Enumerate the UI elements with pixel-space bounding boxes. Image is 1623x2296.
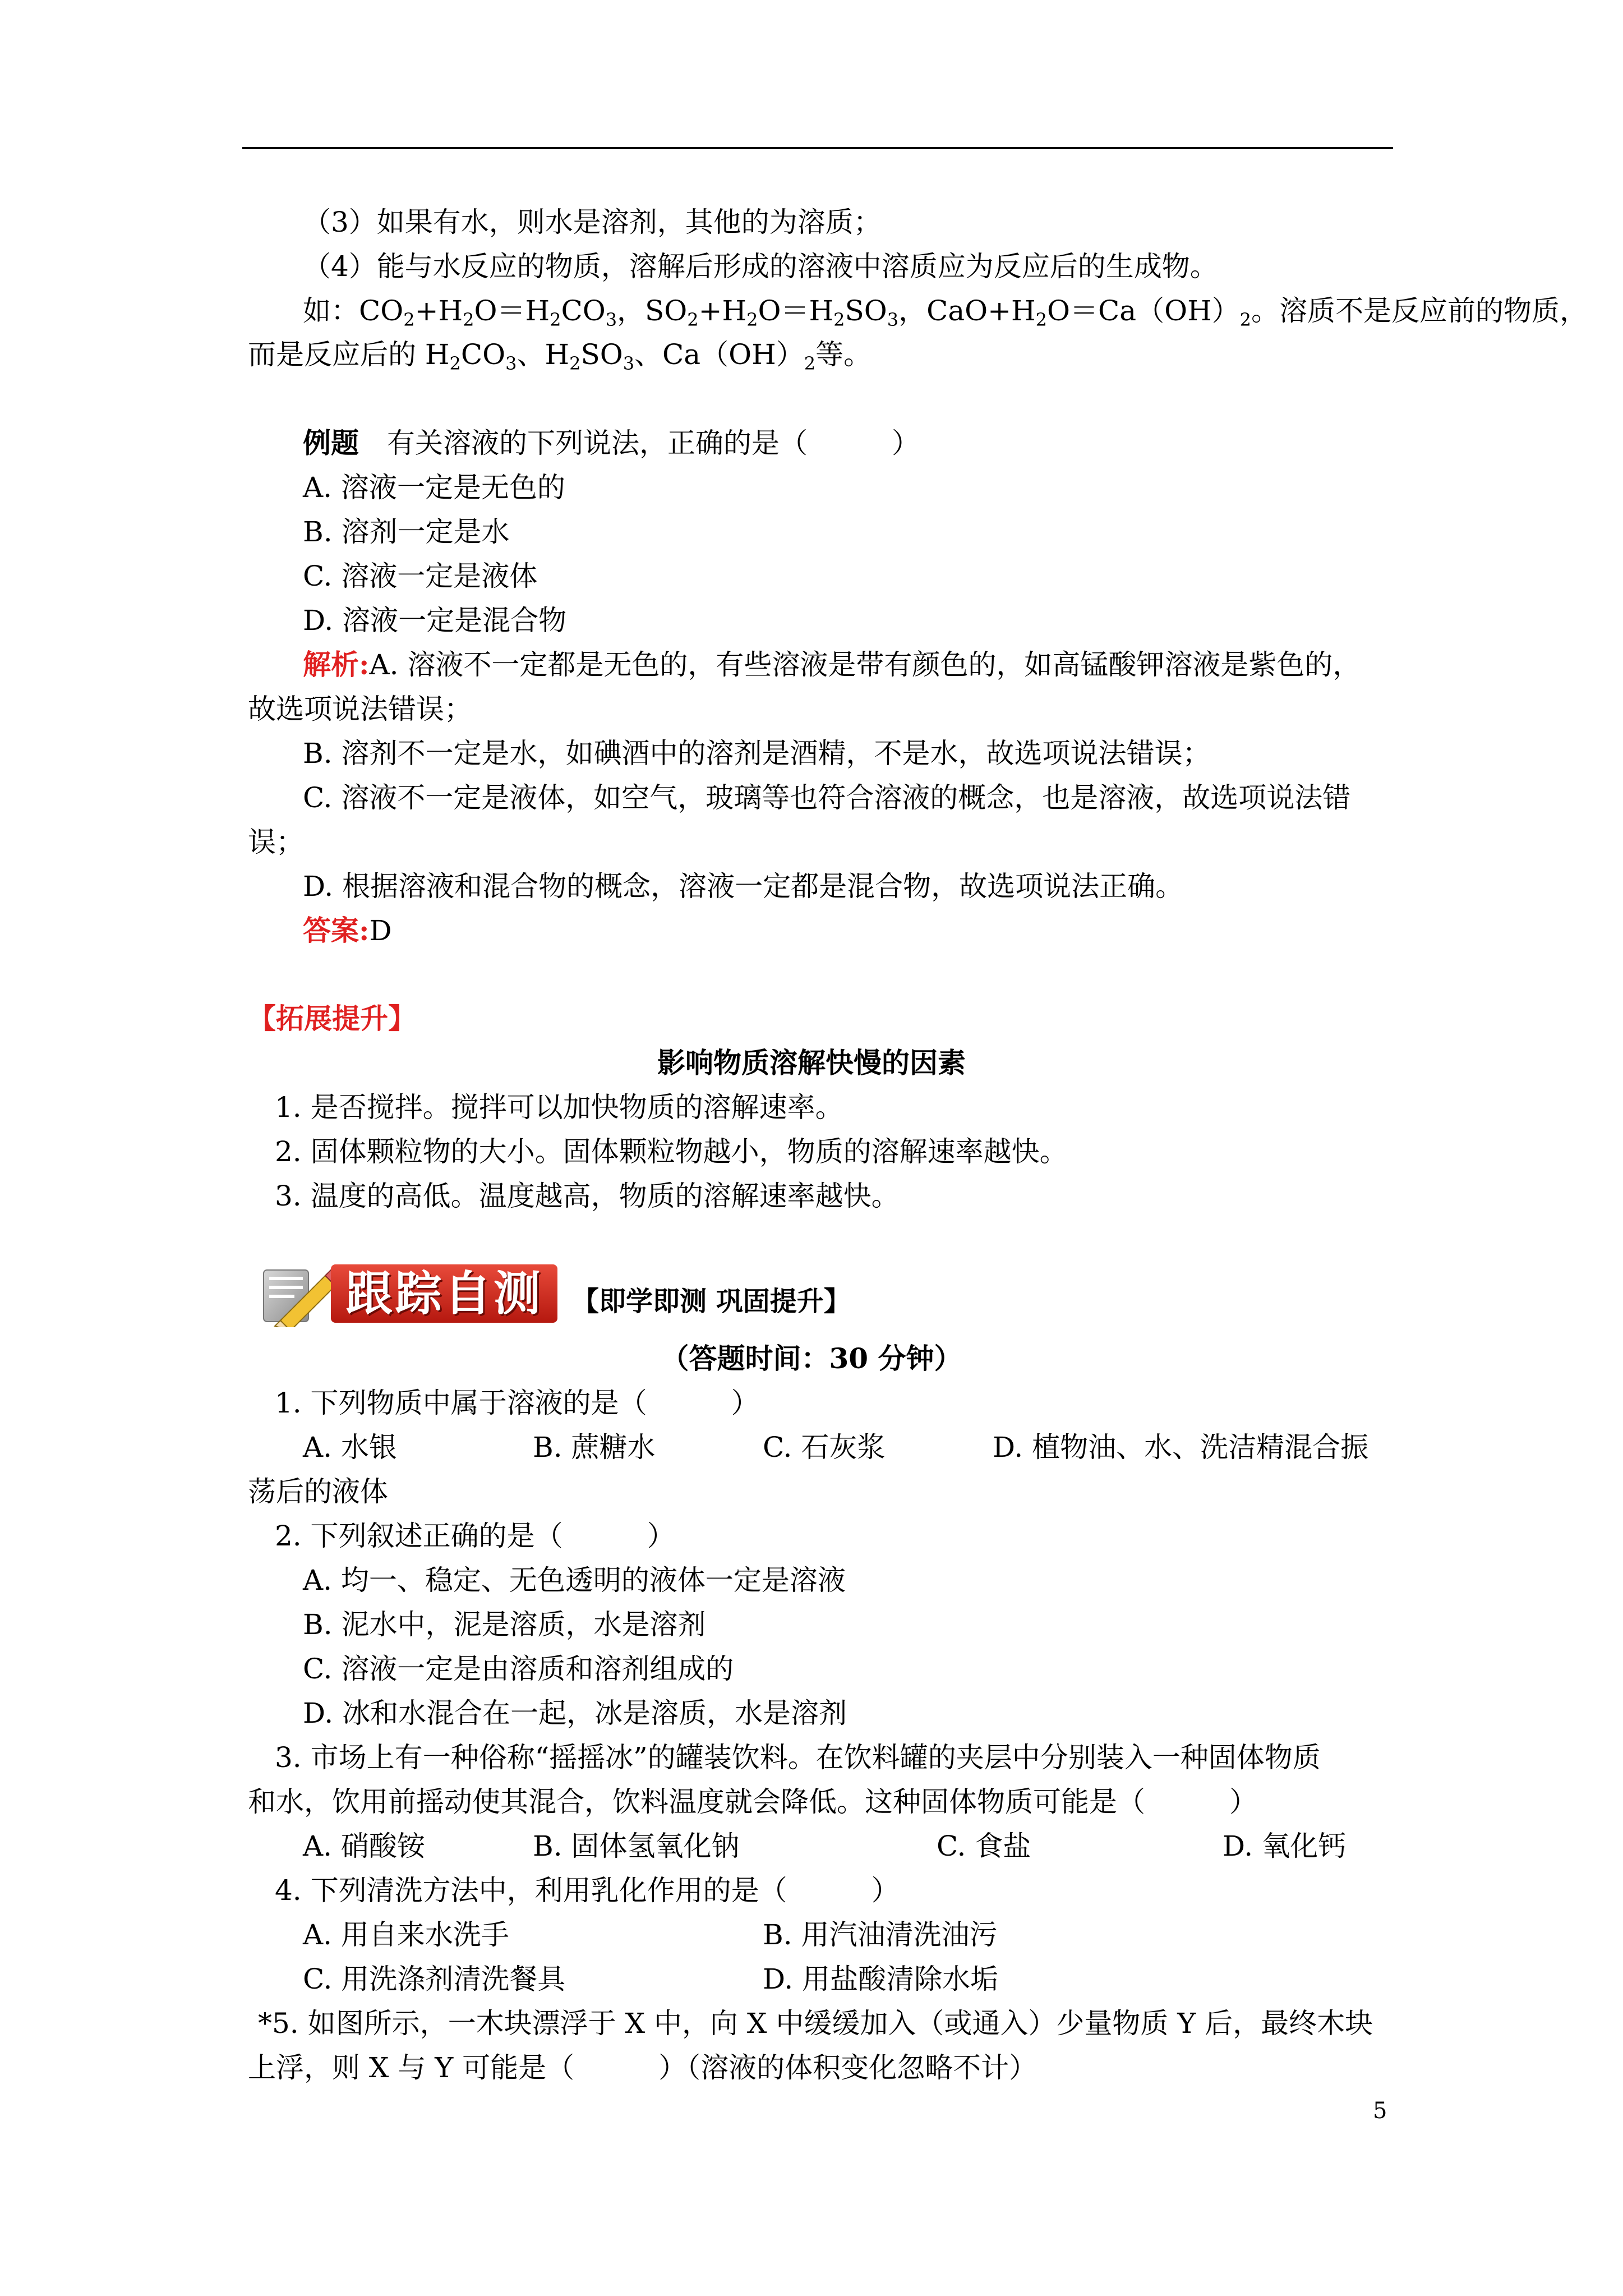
answer-line: 答案:D — [303, 914, 392, 947]
quiz-q1: 1. 下列物质中属于溶液的是（ ） — [275, 1387, 759, 1419]
analysis-line-2: 故选项说法错误； — [248, 693, 472, 725]
header-rule — [242, 147, 1393, 149]
q2-option-b: B. 泥水中，泥是溶质，水是溶剂 — [303, 1608, 706, 1641]
example-option-b: B. 溶剂一定是水 — [303, 516, 510, 548]
q4-option-a: A. 用自来水洗手 — [303, 1918, 509, 1951]
extension-item-1: 1. 是否搅拌。搅拌可以加快物质的溶解速率。 — [275, 1091, 843, 1124]
q4-option-c: C. 用洗涤剂清洗餐具 — [303, 1963, 566, 1995]
rule-3: （3）如果有水，则水是溶剂，其他的为溶质； — [303, 206, 882, 238]
analysis-line-6: D. 根据溶液和混合物的概念，溶液一定都是混合物，故选项说法正确。 — [303, 870, 1184, 903]
self-test-banner — [258, 1260, 875, 1327]
analysis-line-3: B. 溶剂不一定是水，如碘酒中的溶剂是酒精，不是水，故选项说法错误； — [303, 737, 1211, 770]
q1-option-c: C. 石灰浆 — [763, 1431, 886, 1464]
q3-option-c: C. 食盐 — [937, 1830, 1031, 1862]
banner-title: 跟踪自测 — [331, 1264, 557, 1323]
page-number: 5 — [1373, 2098, 1387, 2124]
banner-subtitle: 【即学即测 巩固提升】 — [572, 1286, 851, 1317]
q1-option-b: B. 蔗糖水 — [533, 1431, 656, 1464]
q4-option-d: D. 用盐酸清除水垢 — [763, 1963, 999, 1995]
extension-title: 影响物质溶解快慢的因素 — [657, 1046, 966, 1079]
analysis-line-4: C. 溶液不一定是液体，如空气，玻璃等也符合溶液的概念，也是溶液，故选项说法错 — [303, 781, 1351, 814]
q3-option-b: B. 固体氢氧化钠 — [533, 1830, 740, 1862]
example-option-c: C. 溶液一定是液体 — [303, 560, 538, 592]
analysis-line-1: 解析:A. 溶液不一定都是无色的，有些溶液是带有颜色的，如高锰酸钾溶液是紫色的， — [303, 648, 1361, 681]
q2-option-a: A. 均一、稳定、无色透明的液体一定是溶液 — [303, 1564, 846, 1596]
analysis-line-5: 误； — [248, 826, 304, 858]
q3-option-d: D. 氧化钙 — [1223, 1830, 1347, 1862]
q1-option-d-cont: 荡后的液体 — [248, 1475, 388, 1508]
extension-heading: 【拓展提升】 — [248, 1002, 416, 1035]
quiz-q3-line-2: 和水，饮用前摇动使其混合，饮料温度就会降低。这种固体物质可能是（ ） — [248, 1786, 1257, 1818]
q4-option-b: B. 用汽油清洗油污 — [763, 1918, 998, 1951]
q3-option-a: A. 硝酸铵 — [303, 1830, 425, 1862]
q1-option-a: A. 水银 — [303, 1431, 397, 1464]
quiz-q3-line-1: 3. 市场上有一种俗称“摇摇冰”的罐装饮料。在饮料罐的夹层中分别装入一种固体物质 — [275, 1741, 1321, 1774]
extension-item-3: 3. 温度的高低。温度越高，物质的溶解速率越快。 — [275, 1180, 900, 1212]
quiz-q5-line-1: *5. 如图所示，一木块漂浮于 X 中，向 X 中缓缓加入（或通入）少量物质 Y 后，最终木块 — [258, 2007, 1373, 2040]
reaction-products-line: 而是反应后的 $H_2CO_3$、$H_2SO_3$、$Ca(OH)_2$等。 — [248, 338, 872, 374]
q2-option-d: D. 冰和水混合在一起，冰是溶质，水是溶剂 — [303, 1697, 847, 1729]
quiz-q5-line-2: 上浮，则 X 与 Y 可能是（ ）（溶液的体积变化忽略不计） — [248, 2051, 1038, 2084]
example-option-a: A. 溶液一定是无色的 — [303, 471, 565, 504]
q1-option-d: D. 植物油、水、洗洁精混合振 — [993, 1431, 1369, 1464]
q2-option-c: C. 溶液一定是由溶质和溶剂组成的 — [303, 1653, 734, 1685]
rule-4: （4）能与水反应的物质，溶解后形成的溶液中溶质应为反应后的生成物。 — [303, 250, 1218, 283]
extension-item-2: 2. 固体颗粒物的大小。固体颗粒物越小，物质的溶解速率越快。 — [275, 1135, 1068, 1168]
quiz-q4: 4. 下列清洗方法中，利用乳化作用的是（ ） — [275, 1874, 900, 1907]
example-option-d: D. 溶液一定是混合物 — [303, 604, 567, 637]
reaction-examples-line: 如：$CO_2+H_2O=H_2CO_3$，$SO_2+H_2O=H_2SO_3$，$CaO+H_2O=Ca(OH)_2$。溶质不是反应前的物质， — [303, 295, 1588, 330]
quiz-time: （答题时间：30 分钟） — [661, 1342, 962, 1375]
quiz-q2: 2. 下列叙述正确的是（ ） — [275, 1520, 675, 1552]
example-question: 例题 有关溶液的下列说法，正确的是（ ） — [303, 426, 920, 459]
